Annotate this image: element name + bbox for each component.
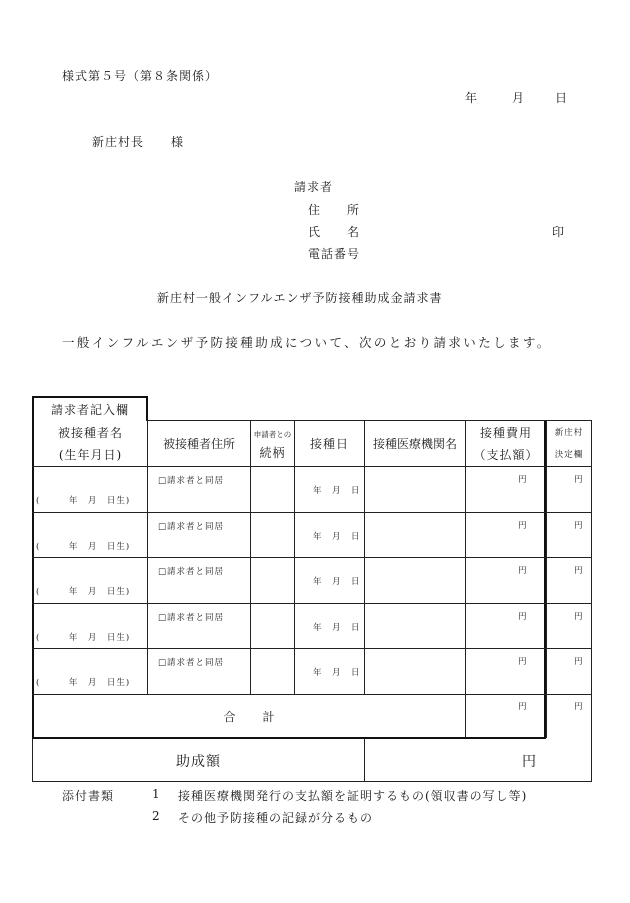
cost-unit: 円 [518, 475, 528, 485]
birth-date-field[interactable]: ( 年 月 日生) [36, 542, 131, 552]
decision-unit: 円 [574, 612, 584, 622]
birth-date-field[interactable]: ( 年 月 日生) [36, 496, 131, 506]
attachment-num-2: 2 [152, 809, 161, 823]
attachment-text-1: 接種医療機関発行の支払額を証明するもの(領収書の写し等) [178, 789, 528, 803]
vaccination-date-field[interactable]: 年 月 日 [313, 577, 361, 587]
cohabit-checkbox[interactable]: □請求者と同居 [158, 522, 225, 532]
vaccination-date-field[interactable]: 年 月 日 [313, 532, 361, 542]
birth-date-field[interactable]: ( 年 月 日生) [36, 633, 131, 643]
header-relation-bottom: 続柄 [259, 445, 286, 460]
header-vaccination-date: 接種日 [309, 437, 349, 451]
section-label: 請求者記入欄 [50, 402, 129, 417]
header-cost-top: 接種費用 [479, 425, 532, 440]
form-number: 様式第５号（第８条関係） [62, 69, 219, 83]
decision-unit: 円 [574, 475, 584, 485]
decision-unit: 円 [574, 566, 584, 576]
vaccination-date-field[interactable]: 年 月 日 [313, 486, 361, 496]
cohabit-checkbox[interactable]: □請求者と同居 [158, 613, 225, 623]
requester-name-label: 氏 名 [308, 225, 361, 239]
attachment-text-2: その他予防接種の記録が分るもの [178, 811, 374, 825]
cost-unit: 円 [518, 657, 528, 667]
subsidy-label: 助成額 [176, 753, 221, 770]
header-cost [466, 421, 546, 466]
header-village-decision [547, 421, 591, 466]
seal-mark: 印 [552, 225, 566, 239]
intro-text: 一般インフルエンザ予防接種助成について、次のとおり請求いたします。 [62, 335, 552, 350]
cohabit-checkbox[interactable]: □請求者と同居 [158, 476, 225, 486]
header-village-bottom: 決定欄 [554, 449, 584, 460]
header-village-top: 新庄村 [554, 427, 584, 438]
header-relation-top: 申請者との [253, 429, 292, 439]
date-month-label: 月 [512, 91, 526, 105]
cost-unit: 円 [518, 521, 528, 531]
cost-unit: 円 [518, 612, 528, 622]
subsidy-amount[interactable] [365, 740, 591, 781]
header-address: 被接種者住所 [162, 437, 235, 451]
vaccination-date-field[interactable]: 年 月 日 [313, 623, 361, 633]
birth-date-field[interactable]: ( 年 月 日生) [36, 678, 131, 688]
header-cost-bottom: （支払額） [473, 447, 539, 462]
header-clinic: 接種医療機関名 [372, 437, 457, 451]
cost-unit: 円 [518, 566, 528, 576]
requester-address-label: 住 所 [308, 203, 361, 217]
header-recipient-name-label: 被接種者名 [57, 425, 123, 440]
subsidy-unit: 円 [522, 753, 536, 770]
header-birth-date-label: (生年月日) [58, 447, 123, 462]
addressee: 新庄村長 [92, 135, 145, 149]
total-label: 合 計 [223, 709, 276, 724]
date-year-label: 年 [465, 91, 479, 105]
requester-phone-label: 電話番号 [308, 247, 361, 261]
header-relation [251, 421, 294, 466]
vaccination-date-field[interactable]: 年 月 日 [313, 668, 361, 678]
date-day-label: 日 [555, 91, 569, 105]
addressee-honorific: 様 [171, 135, 185, 149]
birth-date-field[interactable]: ( 年 月 日生) [36, 587, 131, 597]
attachment-num-1: 1 [152, 787, 161, 801]
total-decision-unit: 円 [574, 702, 584, 712]
total-cost-unit: 円 [518, 702, 528, 712]
decision-unit: 円 [574, 521, 584, 531]
cohabit-checkbox[interactable]: □請求者と同居 [158, 658, 225, 668]
header-recipient-name [34, 421, 147, 466]
attachments-label: 添付書類 [62, 789, 115, 803]
requester-label: 請求者 [294, 180, 334, 194]
cohabit-checkbox[interactable]: □請求者と同居 [158, 567, 225, 577]
decision-unit: 円 [574, 657, 584, 667]
document-title: 新庄村一般インフルエンザ予防接種助成金請求書 [157, 291, 443, 305]
